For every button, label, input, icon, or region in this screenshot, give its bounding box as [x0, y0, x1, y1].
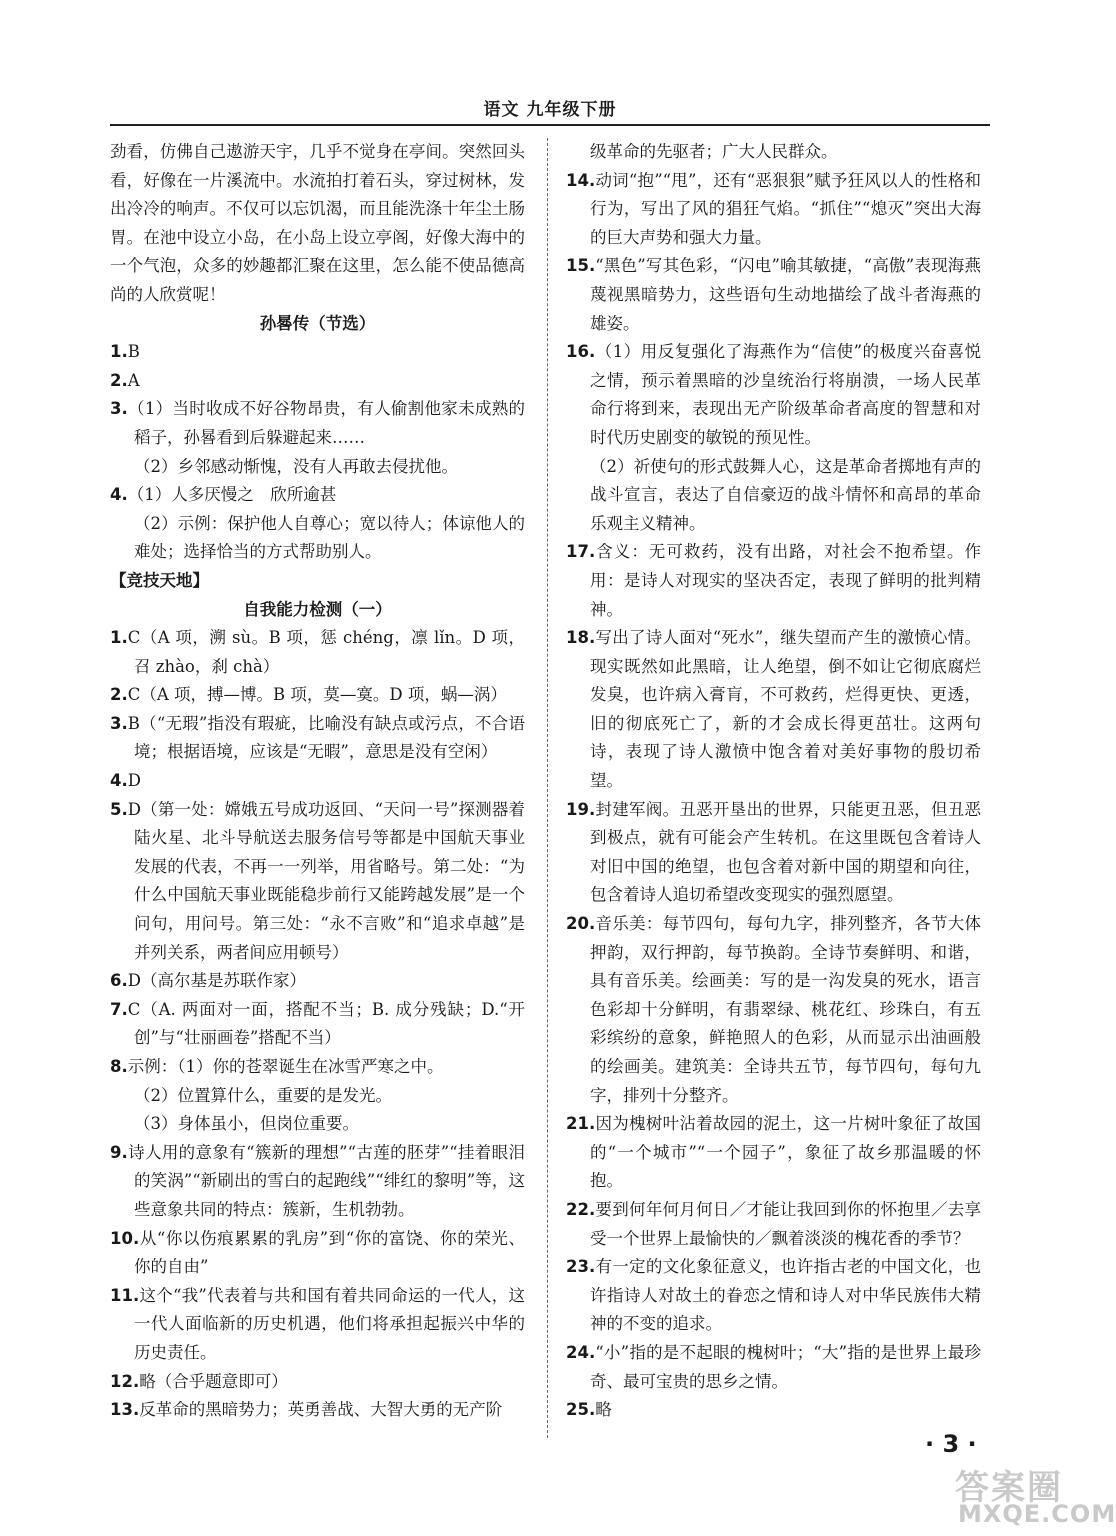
- answer-item: [566, 796, 981, 910]
- answer-sub-item: （2）位置算什么，重要的是发光。: [134, 1085, 392, 1105]
- answer-item: [110, 796, 525, 968]
- answer-text: 要到何年何月何日／才能让我回到你的怀抱里／去享受一个世界上最愉快的／飘着淡淡的槐花香的季节？: [590, 1199, 981, 1248]
- answer-text: A: [127, 370, 140, 390]
- answer-number: 13.: [110, 1400, 140, 1420]
- answer-number: 11.: [110, 1285, 140, 1305]
- answer-number: 22.: [566, 1199, 596, 1219]
- answer-item: [110, 710, 525, 767]
- answer-item: [110, 395, 525, 452]
- answer-text: 写出了诗人面对“死水”，继失望而产生的激愤心情。现实既然如此黑暗，让人绝望，倒不如让它彻底腐烂发臭，也许病入膏肓，不可救药，烂得更快、更透，旧的彻底死亡了，新的才会成长得更茁壮。这两句诗，表现了诗人激愤中饱含着对美好事物的殷切希望。: [590, 628, 981, 791]
- answer-item: [110, 1396, 525, 1425]
- answer-number: 25.: [566, 1400, 596, 1420]
- answer-number: 16.: [566, 342, 596, 362]
- answer-item: [110, 624, 525, 681]
- answer-text: B: [127, 342, 140, 362]
- answer-item: [110, 767, 525, 796]
- answer-text: （1）人多厌慢之 欣所逾甚: [127, 485, 337, 505]
- answer-number: 6.: [110, 971, 128, 991]
- answer-text: C（A. 两面对一面，搭配不当；B. 成分残缺；D.“开创”与“壮丽画卷”搭配不当）: [127, 999, 525, 1048]
- answer-text: （1）用反复强化了海燕作为“信使”的极度兴奋喜悦之情，预示着黑暗的沙皇统治行将崩溃，一场人民革命行将到来，表现出无产阶级革命者高度的智慧和对时代历史剧变的敏锐的预见性。: [590, 342, 981, 447]
- answer-item: [566, 1339, 981, 1396]
- answer-text: 音乐美：每节四句，每句九字，排列整齐，各节大体押韵，双行押韵，每节换韵。全诗节奏鲜明、和谐，具有音乐美。绘画美：写的是一沟发臭的死水，语言色彩却十分鲜明，有翡翠绿、桃花红、珍珠白，有五彩缤纷的意象，鲜艳照人的色彩，从而显示出油画般的绘画美。建筑美：全诗共五节，每节四句，每句九字，排列十分整齐。: [590, 914, 981, 1105]
- answer-sub-item: （2）示例：保护他人自尊心；宽以待人；体谅他人的难处；选择恰当的方式帮助别人。: [134, 513, 525, 562]
- answer-number: 15.: [566, 256, 596, 276]
- running-header: 语文 九年级下册: [483, 100, 617, 120]
- answer-text: 封建军阀。丑恶开垦出的世界，只能更丑恶，但丑恶到极点，就有可能会产生转机。在这里既包含着诗人对旧中国的绝望，也包含着对新中国的期望和向往，包含着诗人追切希望改变现实的强烈愿望。: [590, 799, 981, 905]
- watermark-logo: 答案圈: [955, 1468, 1063, 1508]
- answer-text: 示例：（1）你的苍翠诞生在冰雪严寒之中。: [127, 1057, 444, 1076]
- answer-text: 略（合乎题意即可）: [139, 1371, 288, 1391]
- answer-text: B（“无瑕”指没有瑕疵，比喻没有缺点或污点，不合语境；根据语境，应该是“无暇”，意思是没有空闲）: [127, 713, 525, 762]
- answer-text: 反革命的黑暗势力；英勇善战、大智大勇的无产阶: [139, 1400, 503, 1420]
- answer-item: [110, 1368, 525, 1397]
- answer-number: 4.: [110, 485, 128, 505]
- answer-text: 含义：无可救药，没有出路，对社会不抱希望。作用：是诗人对现实的坚决否定，表现了鲜明的批判精神。: [590, 542, 981, 619]
- answer-text: 有一定的文化象征意义，也许指古老的中国文化，也许指诗人对故土的眷恋之情和诗人对中华民族伟大精神的不变的追求。: [590, 1257, 981, 1334]
- answer-item: [566, 538, 981, 624]
- answer-number: 9.: [110, 1142, 128, 1162]
- answer-number: 21.: [566, 1114, 596, 1134]
- answer-number: 3.: [110, 399, 128, 419]
- answer-item: [566, 624, 981, 796]
- answer-item: [110, 1225, 525, 1282]
- answer-number: 2.: [110, 370, 128, 390]
- answer-item: [566, 338, 981, 452]
- answer-item: [566, 167, 981, 253]
- answer-item: [566, 1196, 981, 1253]
- left-column: [110, 138, 525, 1425]
- column-divider: [547, 138, 548, 1438]
- answer-sub-item: （2）祈使句的形式鼓舞人心，这是革命者掷地有声的战斗宣言，表达了自信豪迈的战斗情怀和高昂的革命乐观主义精神。: [590, 456, 981, 533]
- answer-list-continued: [566, 167, 981, 1425]
- answer-number: 7.: [110, 999, 128, 1019]
- answer-text: D（第一处：嫦娥五号成功返回、“天问一号”探测器着陆火星、北斗导航送去服务信号等都是中国航天事业发展的代表，不再一一列举，用省略号。第二处：“为什么中国航天事业既能稳步前行又能跨越发展”是一个问句，用问号。第三处：“永不言败”和“追求卓越”是并列关系，两者间应用顿号）: [127, 799, 525, 962]
- answer-item: [110, 996, 525, 1053]
- answer-number: 23.: [566, 1257, 596, 1277]
- answer-number: 24.: [566, 1342, 596, 1362]
- answer-item: [110, 1282, 525, 1368]
- answer-number: 2.: [110, 685, 128, 705]
- section-title-sun-gui: 孙晷传（节选）: [259, 313, 376, 333]
- answer-item: [110, 967, 525, 996]
- answer-item: [110, 481, 525, 510]
- answer-text: C（A 项，溯 sù。B 项，惩 chéng，凛 lǐn。D 项，召 zhào，刹 chà）: [127, 628, 525, 676]
- page-number: · 3 ·: [925, 1430, 977, 1458]
- answer-item: [110, 367, 525, 396]
- answer-number: 14.: [566, 170, 596, 190]
- answer-item: [566, 1253, 981, 1339]
- answer-number: 18.: [566, 628, 596, 648]
- answer-item: [110, 1053, 525, 1082]
- answer-number: 1.: [110, 342, 128, 362]
- answer-text: 略: [595, 1400, 612, 1420]
- answer-number: 1.: [110, 628, 128, 648]
- answer-item: [110, 338, 525, 367]
- header-rule: [110, 124, 990, 126]
- answer-sub-item: （3）身体虽小，但岗位重要。: [134, 1114, 359, 1134]
- answer-text: 从“你以伤痕累累的乳房”到“你的富饶、你的荣光、你的自由”: [134, 1228, 525, 1277]
- answer-number: 10.: [110, 1228, 140, 1248]
- answer-text: “黑色”写其色彩，“闪电”喻其敏捷，“高傲”表现海燕蔑视黑暗势力，这些语句生动地描绘了战斗者海燕的雄姿。: [590, 256, 981, 333]
- answer-text: C（A 项，搏—博。B 项，莫—寞。D 项，蜗—涡）: [127, 685, 507, 705]
- answer-text: 诗人用的意象有“簇新的理想”“古莲的胚芽”“挂着眼泪的笑涡”“新刷出的雪白的起跑线”“绯红的黎明”等，这些意象共同的特点：簇新，生机勃勃。: [127, 1142, 525, 1219]
- answer-number: 8.: [110, 1057, 128, 1076]
- answer-text: 因为槐树叶沾着故园的泥土，这一片树叶象征了故国的“一个城市”“一个园子”，象征了故乡那温暖的怀抱。: [590, 1114, 981, 1191]
- right-column: [566, 138, 981, 1425]
- answer-text: D（高尔基是苏联作家）: [127, 971, 306, 991]
- answer-item: [110, 681, 525, 710]
- answer-item: [566, 1110, 981, 1196]
- answer-number: 17.: [566, 542, 596, 562]
- answer-number: 5.: [110, 799, 128, 819]
- answer-number: 19.: [566, 799, 596, 819]
- answer-item: [566, 252, 981, 338]
- answer-text: （1）当时收成不好谷物昂贵，有人偷割他家未成熟的稻子，孙晷看到后躲避起来……: [127, 399, 525, 447]
- answer-item: [110, 1139, 525, 1225]
- answer-list-sun-gui: [110, 338, 525, 567]
- answer-sub-item: （2）乡邻感动惭愧，没有人再敢去侵扰他。: [134, 456, 458, 476]
- section-title-self-test: 自我能力检测（一）: [243, 599, 392, 619]
- answer-text: “小”指的是不起眼的槐树叶；“大”指的是世界上最珍奇、最可宝贵的思乡之情。: [590, 1342, 981, 1391]
- answer-number: 4.: [110, 771, 128, 791]
- answer-text: 这个“我”代表着与共和国有着共同命运的一代人，这一代人面临新的历史机遇，他们将承担起振兴中华的历史责任。: [134, 1285, 525, 1362]
- answer-item: [566, 1396, 981, 1425]
- watermark-url: MXQE.COM: [958, 1500, 1116, 1528]
- answer-list-self-test: [110, 624, 525, 1425]
- continued-answer-text: 级革命的先驱者；广大人民群众。: [590, 142, 838, 161]
- answer-text: 动词“抱”“甩”，还有“恶狠狠”赋予狂风以人的性格和行为，写出了风的猖狂气焰。“抓住”“熄灭”突出大海的巨大声势和强大力量。: [590, 170, 981, 247]
- answer-number: 12.: [110, 1371, 140, 1391]
- answer-text: D: [127, 771, 141, 791]
- intro-paragraph: 劲看，仿佛自己遨游天宇，几乎不觉身在亭间。突然回头看，好像在一片溪流中。水流拍打着石头，穿过树林，发出冷冷的响声。不仅可以忘饥渴，而且能洗涤十年尘土肠胃。在池中设立小岛，在小岛上设立亭阁，好像大海中的一个气泡，众多的妙趣都汇聚在这里，怎么能不使品德高尚的人欣赏呢！: [110, 142, 525, 304]
- answer-number: 20.: [566, 914, 596, 934]
- section-bracket-heading: 【竞技天地】: [110, 570, 209, 590]
- answer-number: 3.: [110, 713, 128, 733]
- answer-item: [566, 910, 981, 1110]
